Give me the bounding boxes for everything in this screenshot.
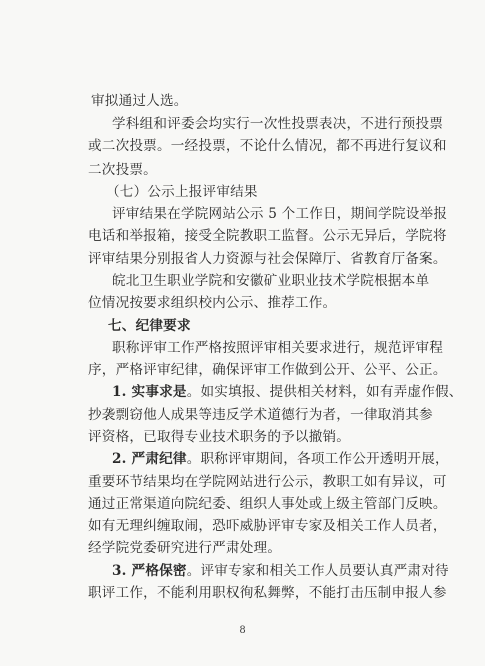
text-line: 职评工作，不能利用职权徇私舞弊，不能打击压制申报人参 bbox=[88, 585, 447, 601]
section-heading: 七、纪律要求 bbox=[108, 317, 191, 334]
item-text: 。如实填报、提供相关材料，如有弄虚作假、 bbox=[186, 384, 463, 401]
text-line: 或二次投票。一经投票，不论什么情况，都不再进行复议和 bbox=[88, 138, 447, 155]
text-line: 如有无理纠缠取闹，恐吓威胁评审专家及相关工作人员者， bbox=[88, 518, 447, 535]
text-line bbox=[112, 382, 463, 402]
text-line bbox=[112, 449, 449, 469]
text-line: 序，严格评审纪律，确保评审工作做到公开、公平、公正。 bbox=[88, 362, 447, 379]
text-line: 审拟通过人选。 bbox=[91, 93, 188, 109]
text-line: 皖北卫生职业学院和安徽矿业职业技术学院根据本单 bbox=[112, 273, 430, 289]
text-line: 位情况按要求组织校内公示、推荐工作。 bbox=[88, 295, 337, 312]
text-line: 评审结果在学院网站公示 5 个工作日，期间学院设举报 bbox=[112, 206, 448, 223]
text-line bbox=[112, 561, 449, 581]
text-line: 通过正常渠道向院纪委、组织人事处或上级主管部门反映。 bbox=[88, 495, 447, 512]
item-title: 2. 严肃纪律 bbox=[112, 451, 187, 468]
text-line: 评审结果分别报省人力资源与社会保障厅、省教育厅备案。 bbox=[88, 250, 447, 267]
item-title: 3. 严格保密 bbox=[112, 562, 187, 579]
item-title: 1. 实事求是 bbox=[112, 384, 187, 401]
page-number: 8 bbox=[239, 625, 246, 636]
text-line: 职称评审工作严格按照评审相关要求进行，规范评审程 bbox=[112, 339, 444, 356]
text-line: 抄袭剽窃他人成果等违反学术道德行为者，一律取消其参 bbox=[88, 406, 433, 423]
section-heading: （七）公示上报评审结果 bbox=[106, 183, 258, 200]
item-text: 。评审专家和相关工作人员要认真严肃对待 bbox=[186, 562, 449, 579]
text-line: 重要环节结果均在学院网站进行公示，教职工如有异议，可 bbox=[88, 473, 447, 490]
text-line: 评资格，已取得专业技术职务的予以撤销。 bbox=[88, 429, 351, 445]
item-text: 。职称评审期间，各项工作公开透明开展， bbox=[186, 451, 449, 468]
text-line: 学科组和评委会均实行一次性投票表决，不进行预投票 bbox=[112, 116, 444, 133]
text-line: 电话和举报箱，接受全院教职工监督。公示无异后，学院将 bbox=[88, 228, 447, 245]
text-line: 二次投票。 bbox=[88, 161, 157, 178]
text-line: 经学院党委研究进行严肃处理。 bbox=[88, 540, 282, 557]
